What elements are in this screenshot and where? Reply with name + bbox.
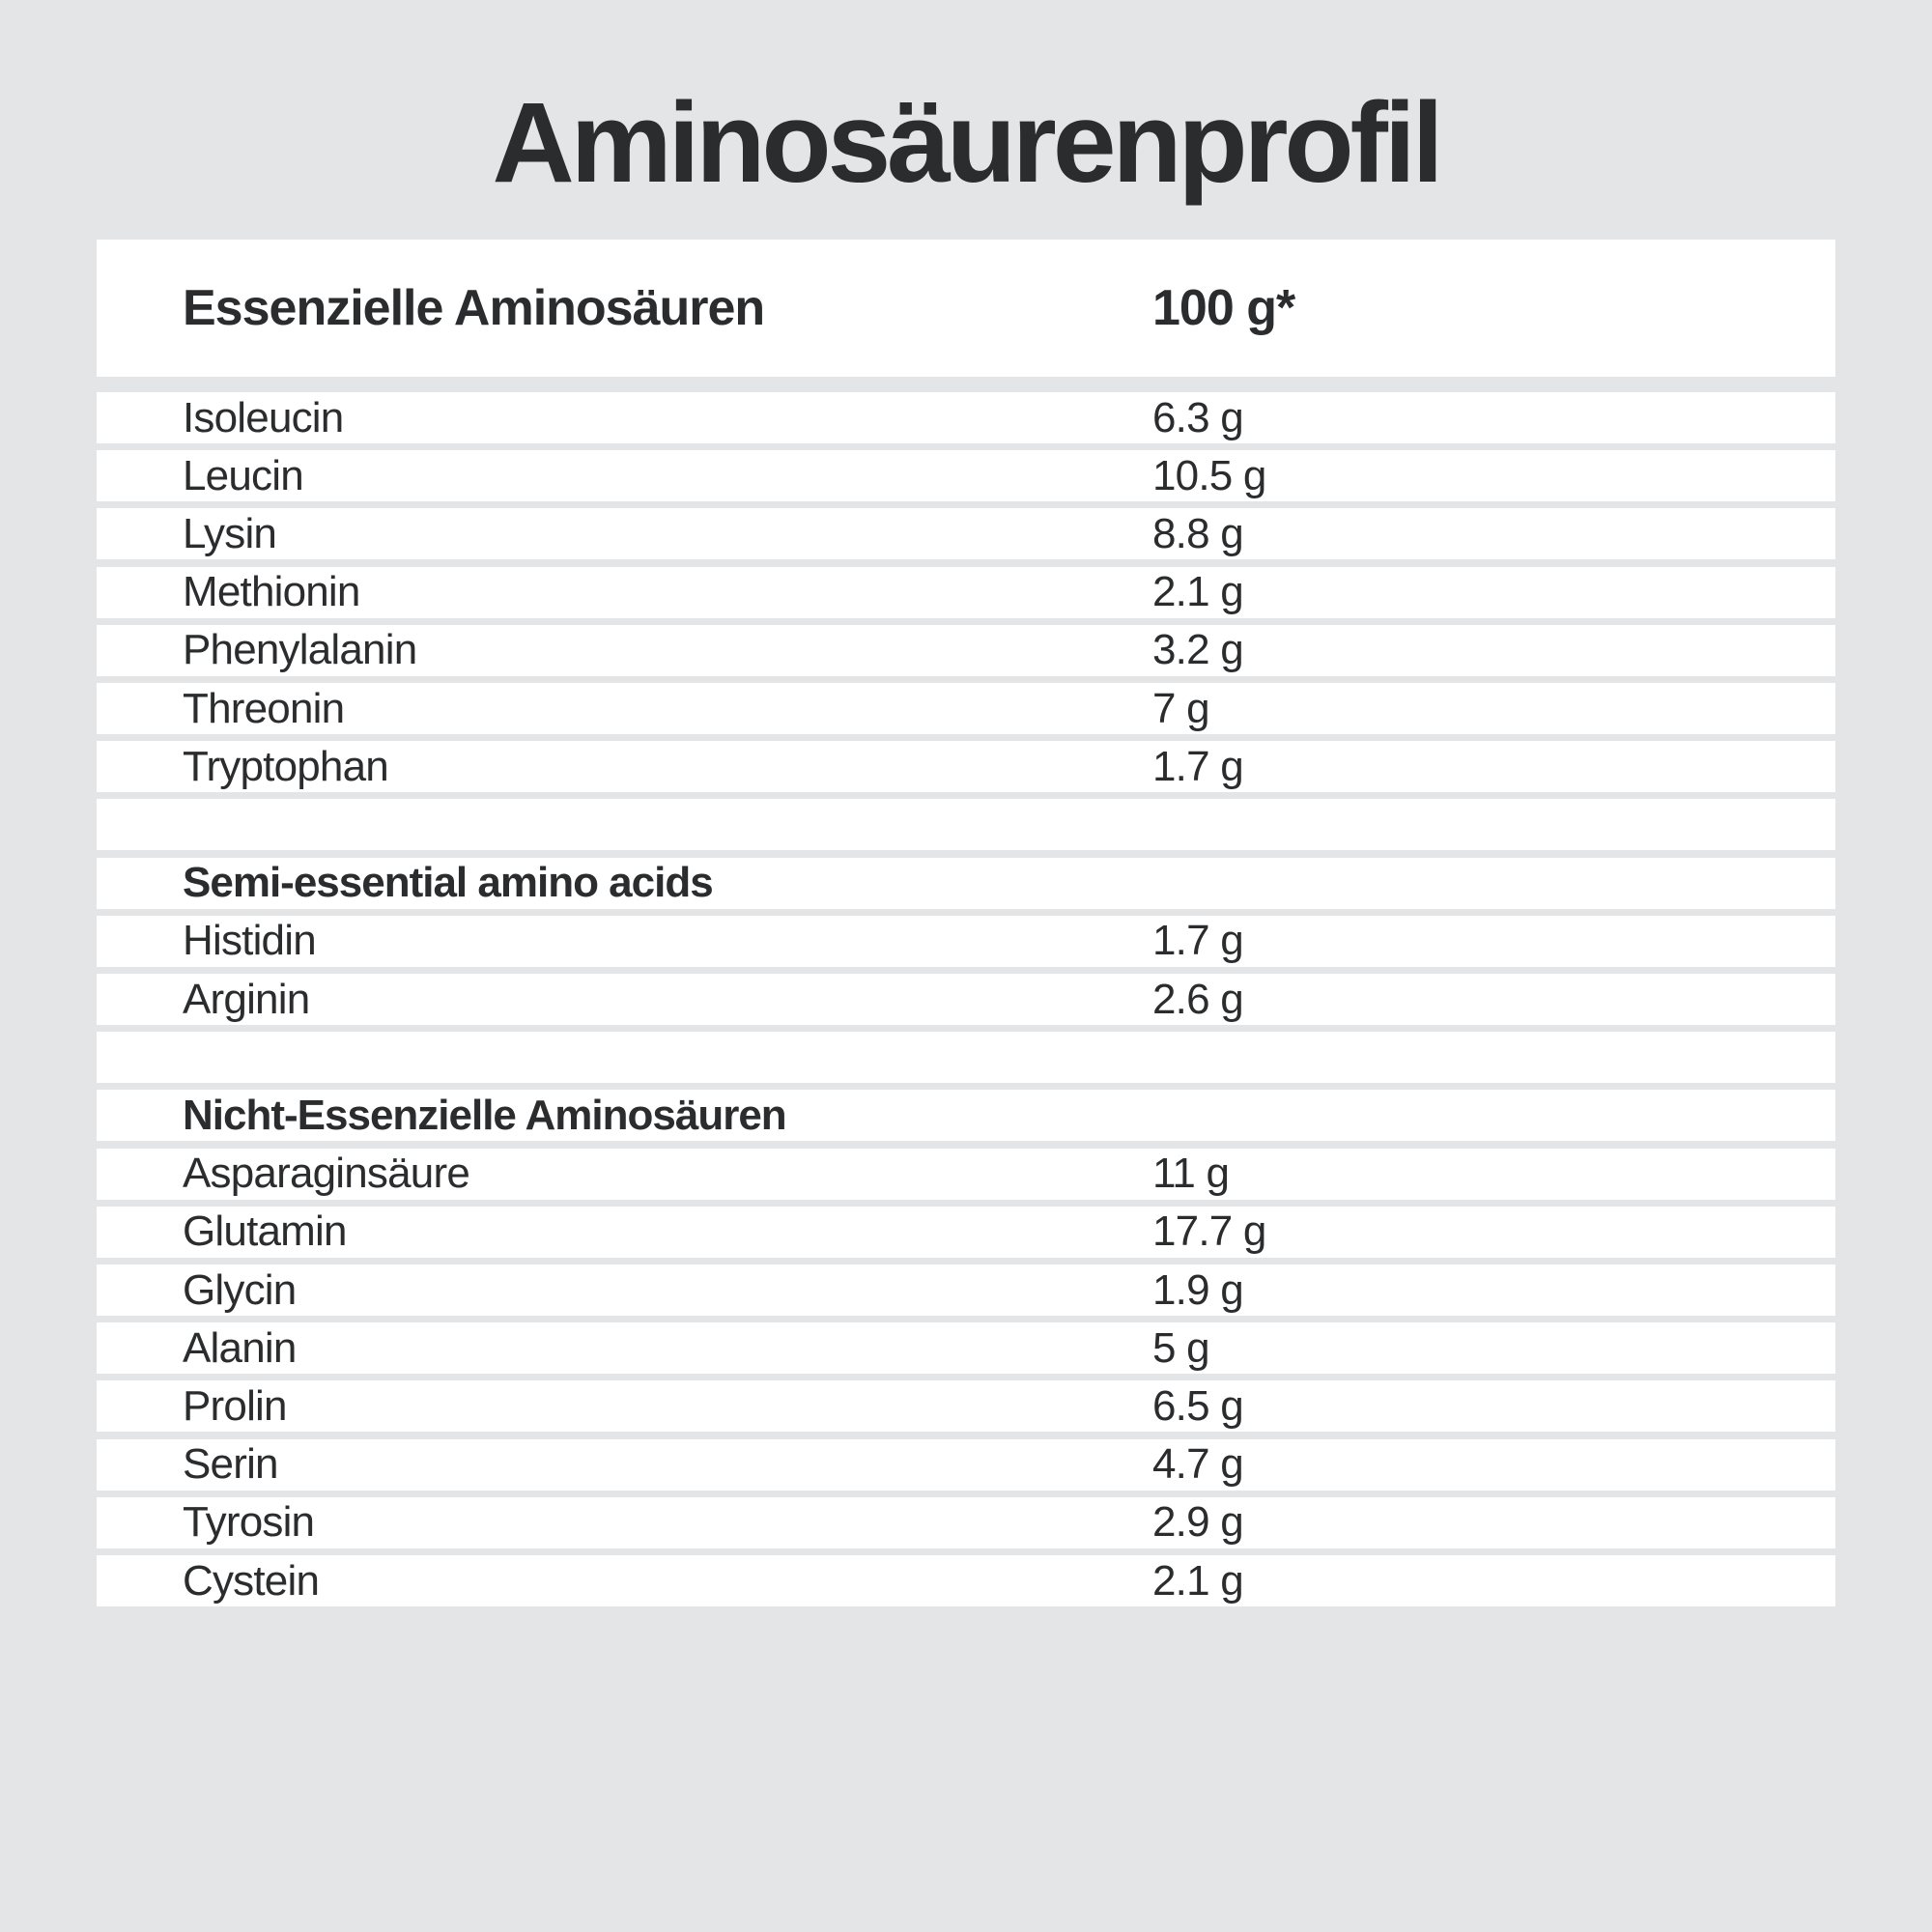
amino-acid-value: 2.6 g xyxy=(1152,975,1243,1023)
amino-acid-name: Glycin xyxy=(183,1265,297,1314)
amino-acid-value: 8.8 g xyxy=(1152,509,1243,557)
amino-acid-value: 11 g xyxy=(1152,1150,1230,1198)
amino-acid-value: 1.9 g xyxy=(1152,1265,1243,1314)
table-row xyxy=(97,1380,1835,1432)
amino-acid-name: Asparaginsäure xyxy=(183,1150,469,1198)
table-row xyxy=(97,450,1835,501)
table-row xyxy=(97,1555,1835,1606)
amino-acid-value: 6.3 g xyxy=(1152,393,1243,441)
table-header-row xyxy=(97,240,1835,377)
amino-acid-name: Cystein xyxy=(183,1556,320,1605)
table-row xyxy=(97,916,1835,967)
table-row xyxy=(97,1322,1835,1374)
table-row xyxy=(97,741,1835,792)
amino-acid-name: Alanin xyxy=(183,1323,297,1372)
page-title: Aminosäurenprofil xyxy=(492,79,1440,207)
table-row xyxy=(97,1439,1835,1491)
section-header-row xyxy=(97,858,1835,909)
amino-acid-value: 3.2 g xyxy=(1152,626,1243,674)
section-title: Nicht-Essenzielle Aminosäuren xyxy=(183,1091,786,1139)
table-row xyxy=(97,392,1835,443)
table-row xyxy=(97,1149,1835,1200)
amino-acid-name: Glutamin xyxy=(183,1208,347,1256)
amino-acid-name: Tyrosin xyxy=(183,1498,315,1547)
table-row xyxy=(97,1497,1835,1548)
amino-acid-value: 1.7 g xyxy=(1152,917,1243,965)
amino-acid-name: Threonin xyxy=(183,684,345,732)
amino-acid-value: 6.5 g xyxy=(1152,1381,1243,1430)
header-value-label: 100 g* xyxy=(1152,280,1295,336)
amino-acid-name: Phenylalanin xyxy=(183,626,417,674)
spacer-row xyxy=(97,1032,1835,1083)
header-name-label: Essenzielle Aminosäuren xyxy=(183,280,765,336)
table-row xyxy=(97,1264,1835,1316)
table-row xyxy=(97,625,1835,676)
amino-acid-value: 4.7 g xyxy=(1152,1440,1243,1489)
amino-acid-value: 2.1 g xyxy=(1152,1556,1243,1605)
amino-acid-name: Prolin xyxy=(183,1381,287,1430)
amino-acid-name: Histidin xyxy=(183,917,316,965)
section-title: Semi-essential amino acids xyxy=(183,859,713,907)
table-row xyxy=(97,567,1835,618)
amino-acid-name: Methionin xyxy=(183,568,360,616)
amino-acid-value: 2.9 g xyxy=(1152,1498,1243,1547)
amino-acid-name: Arginin xyxy=(183,975,310,1023)
section-header-row xyxy=(97,1090,1835,1141)
table-row xyxy=(97,683,1835,734)
amino-acid-name: Tryptophan xyxy=(183,742,388,790)
amino-acid-name: Leucin xyxy=(183,451,303,499)
amino-acid-name: Serin xyxy=(183,1440,278,1489)
amino-acid-value: 5 g xyxy=(1152,1323,1209,1372)
spacer-row xyxy=(97,799,1835,850)
table-row xyxy=(97,1207,1835,1258)
amino-acid-value: 1.7 g xyxy=(1152,742,1243,790)
table-row xyxy=(97,974,1835,1025)
amino-acid-value: 10.5 g xyxy=(1152,451,1266,499)
amino-acid-name: Lysin xyxy=(183,509,277,557)
amino-acid-name: Isoleucin xyxy=(183,393,344,441)
amino-acid-value: 17.7 g xyxy=(1152,1208,1266,1256)
table-row xyxy=(97,508,1835,559)
amino-acid-value: 7 g xyxy=(1152,684,1209,732)
amino-acid-value: 2.1 g xyxy=(1152,568,1243,616)
